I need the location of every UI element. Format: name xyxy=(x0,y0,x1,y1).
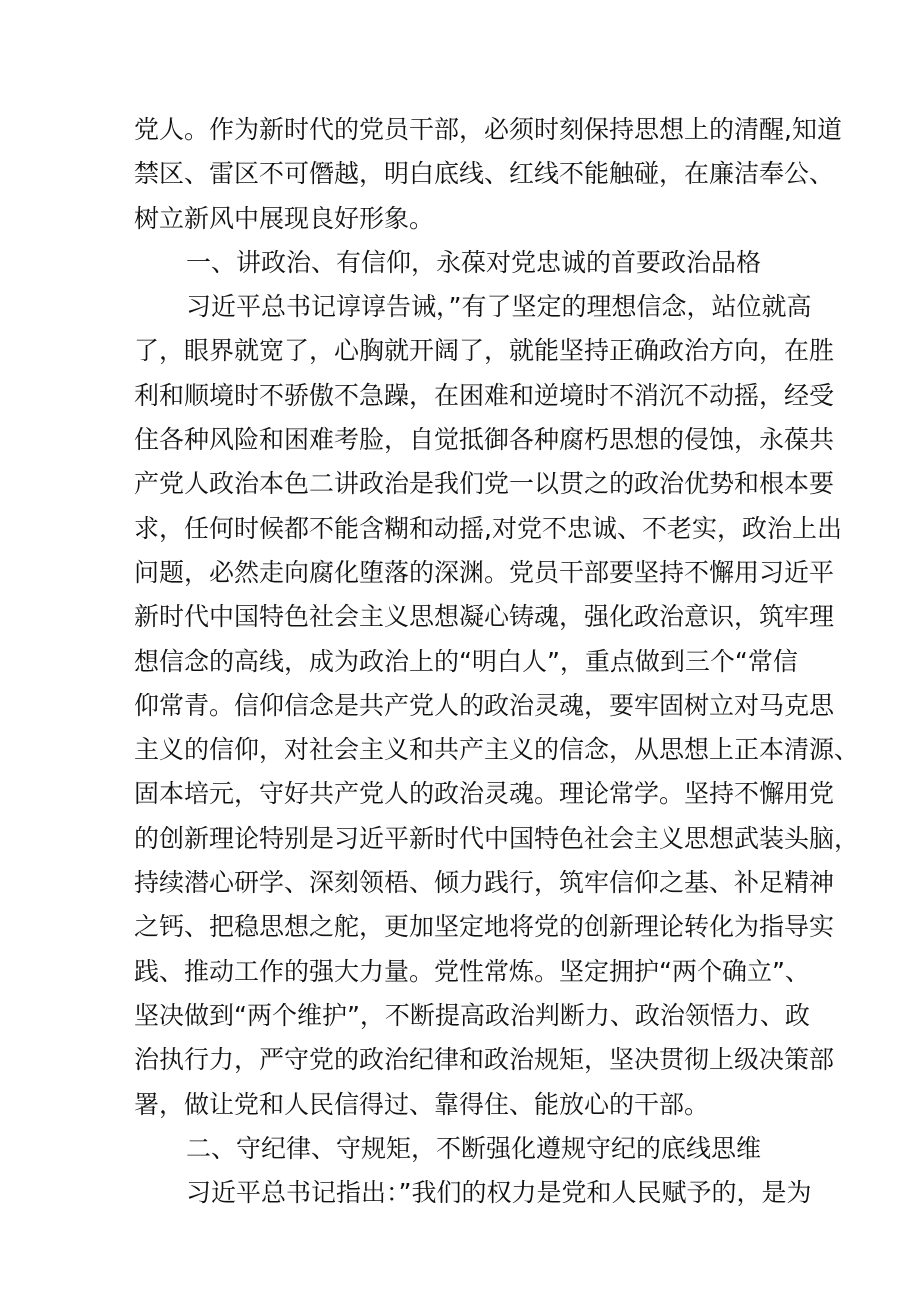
document-body xyxy=(134,108,860,1215)
text-line: 了，眼界就宽了，心胸就开阔了，就能坚持正确政治方向，在胜 xyxy=(134,336,835,366)
text-line: 仰常青。信仰信念是共产党人的政治灵魂，要牢固树立对马克思 xyxy=(134,690,835,720)
text-line: 治执行力，严守党的政治纪律和政治规矩，坚决贯彻上级决策部 xyxy=(134,1045,835,1075)
text-line: 坚决做到“两个维护”，不断提高政治判断力、政治领悟力、政 xyxy=(134,1000,810,1030)
text-line: 利和顺境时不骄傲不急躁，在困难和逆境时不消沉不动摇，经受 xyxy=(134,380,835,410)
section-heading-2: 二、守纪律、守规矩，不断强化遵规守纪的底线思维 xyxy=(186,1133,762,1163)
text-line: 党人。作为新时代的党员干部，必须时刻保持思想上的清醒,知道 xyxy=(134,115,842,144)
text-line: 持续潜心研学、深刻领梧、倾力践行，筑牢信仰之基、补足精神 xyxy=(134,868,835,898)
text-line: 住各种风险和困难考脸，自觉抵御各种腐朽思想的侵蚀，永葆共 xyxy=(134,425,835,455)
text-line: 之钙、把稳思想之舵，更加坚定地将党的创新理论转化为指导实 xyxy=(134,912,835,942)
paragraph-start: 习近平总书记谆谆告诫，”有了坚定的理想信念，站位就高 xyxy=(186,292,812,322)
text-line: 禁区、雷区不可僭越，明白底线、红线不能触碰，在廉洁奉公、 xyxy=(134,159,835,189)
text-line: 践、推动工作的强大力量。党性常炼。坚定拥护“两个确立”、 xyxy=(134,956,810,986)
text-line: 新时代中国特色社会主义思想凝心铸魂，强化政治意识，筑牢理 xyxy=(134,602,835,632)
text-line: 树立新风中展现良好形象。 xyxy=(134,203,435,233)
text-line: 求，任何时候都不能含糊和动摇,对党不忠诚、不老实，政治上出 xyxy=(134,513,842,543)
text-line: 的创新理论特别是习近平新时代中国特色社会主义思想武装头脑， xyxy=(134,823,860,853)
text-line: 想信念的高线，成为政治上的“明白人”，重点做到三个“常信 xyxy=(134,646,798,676)
text-line: 问题，必然走向腐化堕落的深渊。党员干部要坚持不懈用习近平 xyxy=(134,557,835,587)
text-line: 产党人政治本色二讲政治是我们党一以贯之的政治优势和根本要 xyxy=(134,469,835,499)
text-line: 主义的信仰，对社会主义和共产主义的信念，从思想上正本清源、 xyxy=(134,735,860,765)
text-line: 署，做让党和人民信得过、靠得住、能放心的干部。 xyxy=(134,1089,710,1119)
paragraph-start: 习近平总书记指出：”我们的权力是党和人民赋予的，是为 xyxy=(186,1178,812,1208)
section-heading-1: 一、讲政治、有信仰，永葆对党忠诚的首要政治品格 xyxy=(186,247,762,277)
text-line: 固本培元，守好共产党人的政治灵魂。理论常学。坚持不懈用党 xyxy=(134,779,835,809)
